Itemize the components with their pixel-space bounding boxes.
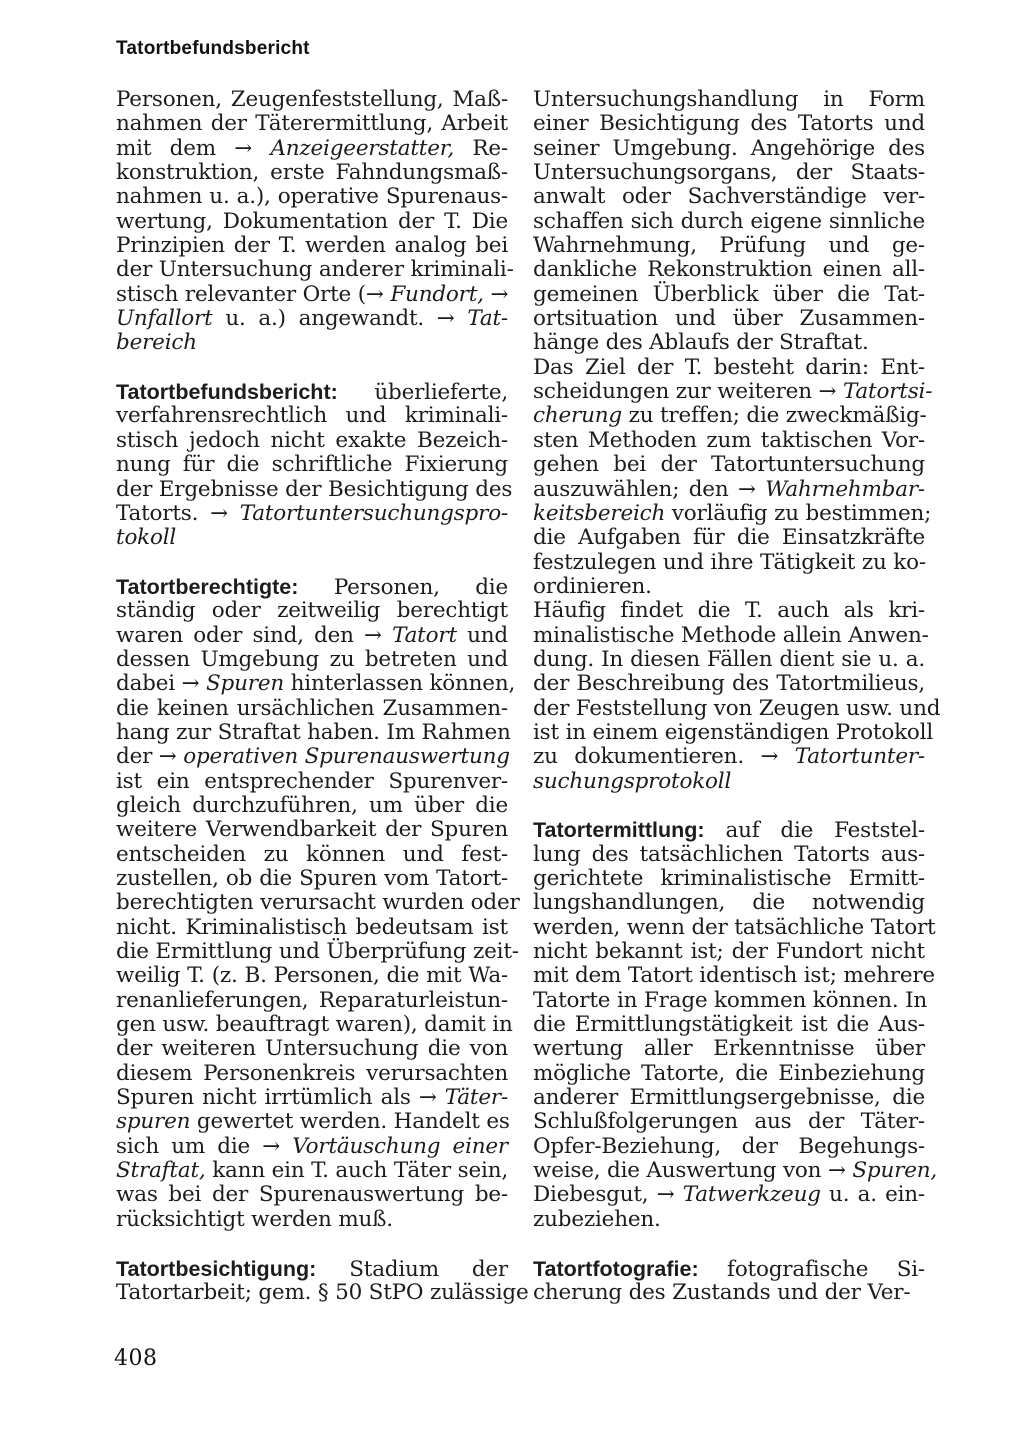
text-run: der Untersuchung anderer kriminali- [116, 257, 514, 283]
text-run: der Beschreibung des Tatortmilieus, [533, 671, 925, 697]
text-run: der → [116, 744, 184, 770]
cross-reference: Unfallort [116, 306, 213, 332]
text-run: diesem Personenkreis verursachten [116, 1060, 508, 1086]
text-run: mit dem Tatort identisch ist; mehrere [533, 963, 935, 989]
paragraph [533, 88, 925, 356]
text-run: weitere Verwendbarkeit der Spuren [116, 817, 508, 843]
text-line [116, 1183, 508, 1207]
text-line [533, 1158, 938, 1184]
text-run: Schlußfolgerungen aus der Täter- [533, 1109, 925, 1135]
cross-reference: Fundort, [390, 281, 484, 307]
text-run: nahmen der Täterermittlung, Arbeit [116, 111, 508, 137]
text-line [533, 622, 929, 648]
text-run: verfahrensrechtlich und kriminali- [116, 403, 508, 429]
cross-reference: Straftat, [116, 1158, 206, 1184]
cross-reference: operativen Spurenauswertung [183, 744, 510, 770]
text-run: nicht. Kriminalistisch bedeutsam ist [116, 914, 508, 940]
text-run: nahmen u. a.), operative Spurenaus- [116, 184, 508, 210]
text-run: weilig T. (z. B. Personen, die mit Wa- [116, 963, 508, 989]
text-line [116, 1257, 508, 1281]
text-run: u. a. ein- [820, 1182, 925, 1208]
text-line [533, 1183, 925, 1207]
text-run: sten Methoden zum taktischen Vor- [533, 427, 925, 453]
text-run: berechtigten verursacht wurden oder [116, 890, 520, 916]
text-line [116, 331, 508, 355]
text-run: Spuren nicht irrtümlich als → [116, 1085, 445, 1111]
text-line [533, 234, 925, 258]
text-run: Wahrnehmung, Prüfung und ge- [533, 233, 925, 259]
text-run: der Feststellung von Zeugen usw. und [533, 695, 941, 721]
text-line [116, 307, 508, 331]
text-line [533, 648, 925, 672]
text-line [533, 719, 934, 745]
text-run: hang zur Straftat haben. Im Rahmen [116, 719, 511, 745]
text-line [116, 526, 508, 550]
cross-reference: Anzeigeerstatter, [270, 135, 455, 161]
text-line [533, 843, 925, 867]
text-run: was bei der Spurenauswertung be- [116, 1182, 508, 1208]
text-run: und [456, 622, 508, 648]
text-line [533, 161, 925, 185]
text-line [116, 1037, 508, 1061]
text-line [116, 890, 520, 916]
text-line [533, 500, 932, 526]
text-line [533, 1208, 925, 1232]
text-line [533, 185, 925, 209]
text-line [116, 916, 508, 940]
text-line [533, 1013, 925, 1037]
text-line [533, 745, 925, 769]
text-run: wertung aller Erkenntnisse über [533, 1036, 925, 1062]
text-line [116, 1110, 508, 1134]
text-run: fotografische Si- [698, 1256, 925, 1282]
text-run: stisch jedoch nicht exakte Bezeich- [116, 427, 508, 453]
text-run: stisch relevanter Orte (→ [116, 281, 391, 307]
text-line [116, 1135, 508, 1159]
text-line [533, 770, 925, 794]
text-run: mit dem → [116, 135, 271, 161]
text-line [116, 1086, 508, 1110]
text-line [116, 502, 508, 526]
cross-reference: Tatortunter- [794, 744, 925, 770]
text-run: gehen bei der Tatortuntersuchung [533, 452, 925, 478]
text-line [533, 453, 925, 477]
text-line [116, 964, 508, 988]
text-run: Prinzipien der T. werden analog bei [116, 233, 508, 259]
text-line [533, 987, 928, 1013]
cross-reference: Tatortsi- [842, 379, 933, 405]
text-line [533, 1281, 925, 1305]
text-line [533, 818, 925, 842]
paragraph [533, 598, 941, 794]
text-line [116, 648, 508, 672]
text-run: dankliche Rekonstruktion einen all- [533, 257, 925, 283]
cross-reference: cherung [533, 403, 622, 429]
text-line [533, 478, 925, 502]
text-line [116, 745, 508, 769]
text-line [116, 185, 508, 209]
cross-reference: Spuren [206, 671, 285, 697]
text-run: der Ergebnisse der Besichtigung des [116, 476, 513, 502]
text-line [116, 1012, 513, 1038]
text-run: Tatortarbeit; gem. § 50 StPO zulässige [116, 1279, 529, 1305]
text-run: Untersuchungshandlung in Form [533, 87, 925, 112]
text-line [533, 137, 925, 161]
text-run: wertung, Dokumentation der T. Die [116, 208, 508, 234]
text-line [116, 137, 508, 161]
text-line [116, 671, 516, 697]
text-line [533, 307, 925, 331]
text-run: cherung des Zustands und der Ver- [533, 1279, 911, 1305]
text-line [533, 1062, 925, 1086]
text-run: Personen, Zeugenfeststellung, Maß- [116, 87, 508, 112]
text-run: ordinieren. [533, 573, 652, 599]
text-line [116, 1279, 529, 1305]
text-line [533, 914, 936, 940]
entry-headword: Tatortberechtigte: [116, 574, 299, 599]
text-line [116, 88, 508, 112]
text-run: einer Besichtigung des Tatorts und [533, 111, 925, 137]
text-line [533, 1037, 925, 1061]
text-run: Das Ziel der T. besteht darin: Ent- [533, 354, 925, 380]
text-run: minalistische Methode allein Anwen- [533, 622, 929, 648]
text-run: entscheiden zu können und fest- [116, 841, 508, 867]
text-run: renanlieferungen, Reparaturleistun- [116, 987, 508, 1013]
text-line [533, 940, 925, 964]
text-line [533, 404, 925, 428]
text-line [533, 526, 925, 550]
text-run: dung. In diesen Fällen dient sie u. a. [533, 646, 925, 672]
text-line [116, 453, 508, 477]
text-line [533, 1086, 925, 1110]
text-run: gewertet werden. Handelt es [190, 1109, 510, 1135]
text-line [116, 234, 508, 258]
cross-reference: Wahrnehmbar- [765, 476, 925, 502]
text-run: lungshandlungen, die notwendig [533, 890, 925, 916]
page-number: 408 [114, 1346, 158, 1371]
text-run: dabei → [116, 671, 207, 697]
paragraph [533, 818, 938, 1232]
right-column [533, 87, 941, 1330]
text-line [533, 1110, 925, 1134]
text-run: sich um die → [116, 1133, 293, 1159]
text-line [116, 867, 508, 891]
text-line [533, 695, 941, 721]
text-line [533, 258, 925, 282]
text-run: gemeinen Überblick über die Tat- [533, 281, 925, 307]
text-run: die keinen ursächlichen Zusammen- [116, 695, 508, 721]
cross-reference: suchungsprotokoll [533, 768, 732, 794]
text-run: ständig oder zeitweilig berechtigt [116, 598, 508, 624]
text-line [116, 112, 508, 136]
left-column [116, 87, 529, 1330]
text-line [116, 283, 508, 307]
text-run: ist in einem eigenständigen Protokoll [533, 719, 934, 745]
text-line [116, 818, 508, 842]
text-line [116, 476, 513, 502]
text-line [116, 697, 508, 721]
text-run: gleich durchzuführen, um über die [116, 792, 508, 818]
cross-reference: bereich [116, 330, 197, 356]
text-run: überlieferte, [337, 380, 508, 406]
text-line [533, 575, 925, 599]
text-run: zu treffen; die zweckmäßig- [621, 403, 927, 429]
text-line [116, 380, 508, 404]
text-run: Re- [454, 135, 508, 161]
text-run: Tatorts. → [116, 500, 240, 526]
entry-headword: Tatortermittlung: [533, 818, 705, 843]
text-run: der weiteren Untersuchung die von [116, 1036, 508, 1062]
text-run: die Aufgaben für die Einsatzkräfte [533, 525, 925, 551]
text-line [116, 1062, 508, 1086]
text-line [533, 210, 925, 234]
text-run: zu dokumentieren. → [533, 744, 795, 770]
paragraph [116, 380, 513, 551]
text-line [533, 963, 935, 989]
text-line [116, 429, 508, 453]
text-line [116, 161, 508, 185]
text-run: kann ein T. auch Täter sein, [205, 1158, 508, 1184]
text-run: schaffen sich durch eigene sinnliche [533, 208, 925, 234]
text-line [533, 331, 925, 355]
text-run: lung des tatsächlichen Tatorts aus- [533, 841, 925, 867]
text-run: auszuwählen; den → [533, 476, 766, 502]
text-run: die Ermittlung und Überprüfung zeit- [116, 939, 519, 965]
text-run: ortsituation und über Zusammen- [533, 306, 925, 332]
text-run: anwalt oder Sachverständige ver- [533, 184, 925, 210]
text-line [533, 891, 925, 915]
text-run: auf die Feststel- [704, 818, 925, 844]
text-line [116, 1208, 508, 1232]
running-head: Tatortbefundsbericht [116, 38, 310, 59]
text-run: → [483, 281, 509, 307]
text-run: u. a.) angewandt. → [212, 306, 468, 332]
text-line [533, 551, 925, 575]
text-run: seiner Umgebung. Angehörige des [533, 135, 925, 161]
cross-reference: keitsbereich [533, 500, 666, 526]
text-run: Untersuchungsorgans, der Staats- [533, 160, 925, 186]
cross-reference: Tat- [467, 306, 508, 332]
text-line [533, 429, 925, 453]
text-run: zustellen, ob die Spuren vom Tatort- [116, 866, 508, 891]
text-line [533, 1257, 925, 1281]
paragraph [533, 354, 933, 599]
text-line [116, 939, 519, 965]
text-run: Tatorte in Frage kommen können. In [533, 987, 928, 1013]
entry-headword: Tatortfotografie: [533, 1256, 699, 1281]
text-run: hinterlassen können, [284, 671, 516, 697]
text-line [116, 404, 508, 428]
text-run: vorläufig zu bestimmen; [665, 500, 932, 526]
text-run: gen usw. beauftragt waren), damit in [116, 1012, 513, 1038]
entry-headword: Tatortbesichtigung: [116, 1256, 317, 1281]
text-line [533, 356, 925, 380]
text-run: nicht bekannt ist; der Fundort nicht [533, 939, 925, 965]
text-line [116, 770, 508, 794]
text-line [533, 1135, 925, 1159]
text-line [116, 719, 511, 745]
text-run: nung für die schriftliche Fixierung [116, 452, 508, 478]
text-run: ist ein entsprechender Spurenver- [116, 768, 508, 794]
cross-reference: Tatortuntersuchungspro- [239, 500, 508, 526]
text-line [533, 88, 925, 112]
cross-reference: Spuren, [852, 1158, 938, 1184]
text-line [116, 624, 508, 648]
text-run: rücksichtigt werden muß. [116, 1206, 393, 1232]
paragraph [533, 1257, 925, 1306]
paragraph [116, 1256, 529, 1306]
text-line [116, 794, 508, 818]
text-run: mögliche Tatorte, die Einbeziehung [533, 1060, 925, 1086]
text-line [533, 867, 925, 891]
text-run: zubeziehen. [533, 1206, 661, 1232]
text-line [533, 112, 925, 136]
text-line [116, 210, 508, 234]
text-run: festzulegen und ihre Tätigkeit zu ko- [533, 549, 926, 575]
text-line [116, 989, 508, 1013]
entry-headword: Tatortbefundsbericht: [116, 380, 338, 405]
text-run: hänge des Ablaufs der Straftat. [533, 330, 869, 356]
cross-reference: tokoll [116, 525, 177, 551]
text-run: gerichtete kriminalistische Ermitt- [533, 866, 925, 891]
text-line [116, 257, 514, 283]
text-run: Häufig findet die T. auch als kri- [533, 598, 925, 624]
text-run: anderer Ermittlungsergebnisse, die [533, 1085, 925, 1111]
text-run: konstruktion, erste Fahndungsmaß- [116, 160, 508, 186]
text-line [533, 379, 933, 405]
text-line [533, 283, 925, 307]
cross-reference: Tatort [392, 622, 457, 648]
text-run: scheidungen zur weiteren → [533, 379, 843, 405]
text-line [116, 599, 508, 623]
cross-reference: Täter- [444, 1085, 508, 1111]
cross-reference: spuren [116, 1109, 191, 1135]
text-run: Opfer-Beziehung, der Begehungs- [533, 1133, 925, 1159]
text-run: Stadium der [316, 1256, 508, 1282]
text-run: Diebesgut, → [533, 1182, 683, 1208]
text-run: waren oder sind, den → [116, 622, 393, 648]
paragraph [116, 574, 520, 1232]
text-run: dessen Umgebung zu betreten und [116, 646, 508, 672]
text-run: Personen, die [298, 574, 508, 600]
text-run: die Ermittlungstätigkeit ist die Aus- [533, 1012, 925, 1038]
text-run: werden, wenn der tatsächliche Tatort [533, 914, 936, 940]
text-line [116, 575, 508, 599]
text-line [116, 1159, 508, 1183]
text-line [533, 672, 925, 696]
paragraph [116, 87, 514, 356]
text-line [116, 843, 508, 867]
cross-reference: Vortäuschung einer [292, 1133, 509, 1159]
text-run: weise, die Auswertung von → [533, 1158, 853, 1184]
cross-reference: Tatwerkzeug [682, 1182, 821, 1208]
text-line [533, 599, 925, 623]
